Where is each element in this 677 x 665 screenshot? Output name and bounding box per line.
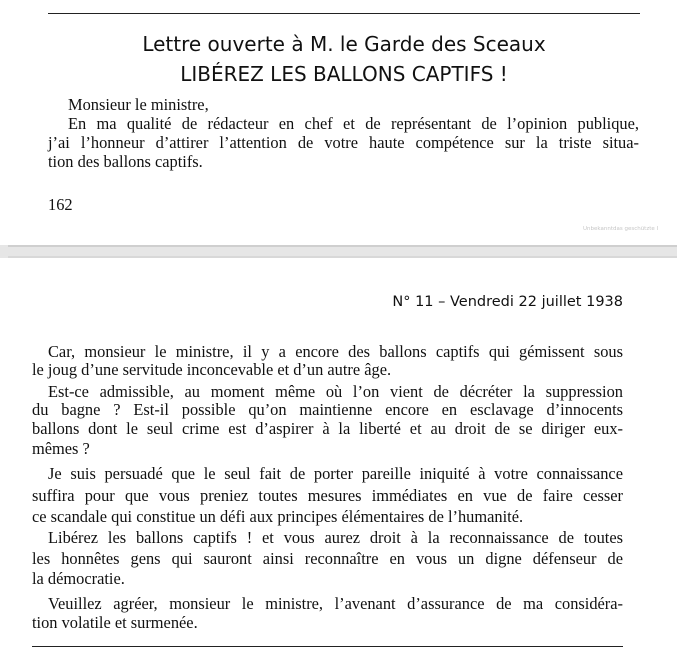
paragraph-line: Est-ce admissible, au moment même où l’on vient de décréter la suppression	[48, 382, 623, 401]
paragraph-line: la démocratie.	[32, 569, 125, 588]
top-rule	[48, 13, 640, 14]
paragraph-line: Veuillez agréer, monsieur le ministre, l’avenant d’assurance de ma considéra-	[48, 594, 623, 613]
paragraph-line: tion volatile et surmenée.	[32, 613, 198, 632]
paragraph-line: Car, monsieur le ministre, il y a encore des ballons captifs qui gémissent sous	[48, 342, 623, 361]
paragraph-line: du bagne ? Est-il possible qu’on maintienne encore en esclavage d’innocents	[32, 400, 623, 419]
paragraph-line: j’ai l’honneur d’attirer l’attention de votre haute compétence sur la triste situa-	[48, 133, 639, 152]
paragraph-line: mêmes ?	[32, 439, 90, 458]
bottom-rule	[32, 646, 623, 647]
paragraph-line: Je suis persuadé que le seul fait de porter pareille iniquité à votre connaissance	[48, 464, 623, 483]
salutation: Monsieur le ministre,	[68, 95, 209, 114]
issue-date-line: N° 11 – Vendredi 22 juillet 1938	[392, 294, 623, 310]
article-heading: Lettre ouverte à M. le Garde des Sceaux	[142, 32, 546, 56]
paragraph-line: ce scandale qui constitue un défi aux principes élémentaires de l’humanité.	[32, 507, 524, 526]
paragraph-line: ballons dont le seul crime est d’aspirer à la liberté et au droit de se diriger eux-	[32, 419, 623, 438]
page-separator	[0, 245, 677, 258]
paragraph-line: le joug d’une servitude inconcevable et d’un autre âge.	[32, 360, 392, 379]
paragraph-line: suffira pour que vous preniez toutes mesures immédiates en vue de faire cesser	[32, 486, 623, 505]
watermark: Unbekanntdas geschützte I	[583, 226, 659, 232]
page-number: 162	[48, 195, 73, 214]
paragraph-line: En ma qualité de rédacteur en chef et de représentant de l’opinion publique,	[68, 114, 639, 133]
paragraph-line: les honnêtes gens qui sauront ainsi reconnaître en vous un digne défenseur de	[32, 549, 623, 568]
article-headline: LIBÉREZ LES BALLONS CAPTIFS !	[180, 62, 508, 86]
paragraph-line: Libérez les ballons captifs ! et vous aurez droit à la reconnaissance de toutes	[48, 528, 623, 547]
paragraph-line: tion des ballons captifs.	[48, 152, 203, 171]
